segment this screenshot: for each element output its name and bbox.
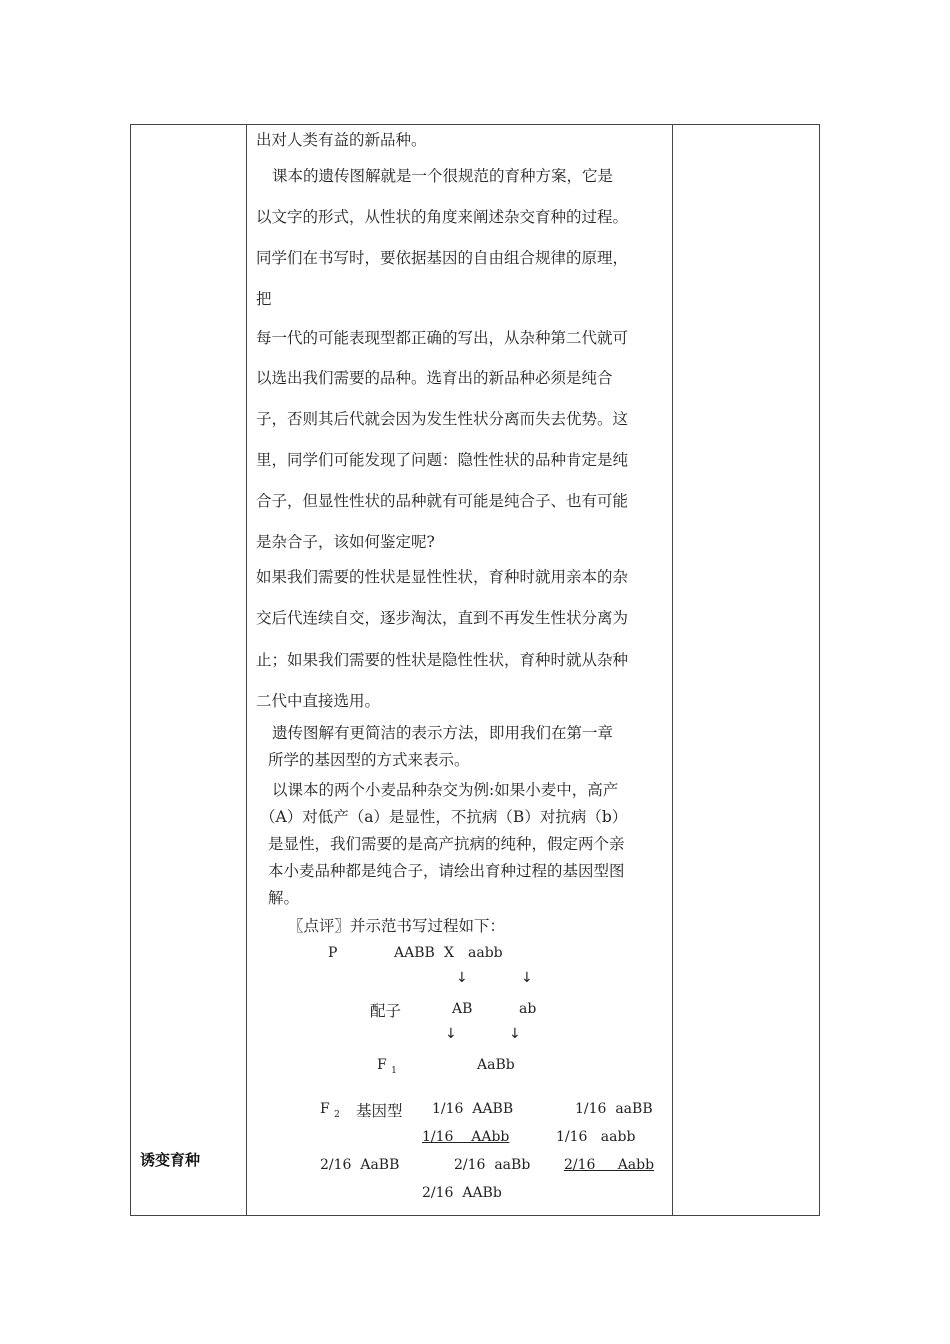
document-table xyxy=(130,124,820,1216)
paragraph-line: 以课本的两个小麦品种杂交为例:如果小麦中，高产 xyxy=(272,781,619,799)
f1-genotype: AaBb xyxy=(477,1057,515,1073)
side-label: 诱变育种 xyxy=(140,1151,201,1169)
paragraph-line: 是杂合子，该如何鉴定呢? xyxy=(256,533,435,551)
paragraph-line: 合子，但显性性状的品种就有可能是纯合子、也有可能 xyxy=(256,492,629,510)
paragraph-line: 同学们在书写时，要依据基因的自由组合规律的原理， xyxy=(256,249,629,267)
genotype-ratio: 1/16 aaBB xyxy=(575,1101,653,1117)
paragraph-line: 每一代的可能表现型都正确的写出，从杂种第二代就可 xyxy=(256,329,629,347)
down-arrow-icon: ↓ xyxy=(445,1026,457,1042)
paragraph-line: 遗传图解有更简洁的表示方法，即用我们在第一章 xyxy=(272,724,614,742)
genotype-ratio: 2/16 Aabb xyxy=(564,1157,655,1173)
genotype-ratio: 2/16 aaBb xyxy=(454,1157,531,1173)
down-arrow-icon: ↓ xyxy=(521,970,533,986)
parent1-genotype: AABB xyxy=(394,945,435,961)
paragraph-line: 以文字的形式，从性状的角度来阐述杂交育种的过程。 xyxy=(256,208,629,226)
paragraph-line: 本小麦品种都是纯合子，请绘出育种过程的基因型图 xyxy=(268,862,625,880)
f2-label: F $_2$ xyxy=(320,1101,340,1120)
paragraph-line: （A）对低产（a）是显性，不抗病（B）对抗病（b） xyxy=(260,808,628,826)
genotype-ratio: 1/16 aabb xyxy=(556,1129,636,1145)
paragraph-line: 子，否则其后代就会因为发生性状分离而失去优势。这 xyxy=(256,410,629,428)
cross-symbol: X xyxy=(444,945,454,961)
genotype-ratio: 1/16 AAbb xyxy=(422,1129,510,1145)
paragraph-line: 〖点评〗并示范书写过程如下： xyxy=(288,917,506,935)
column-divider-left xyxy=(246,125,247,1215)
paragraph-line: 课本的遗传图解就是一个很规范的育种方案，它是 xyxy=(272,167,614,185)
paragraph-line: 是显性，我们需要的是高产抗病的纯种，假定两个亲 xyxy=(268,835,625,853)
paragraph-line: 二代中直接选用。 xyxy=(256,692,381,710)
parent2-genotype: aabb xyxy=(468,945,503,961)
paragraph-line: 出对人类有益的新品种。 xyxy=(256,131,427,149)
down-arrow-icon: ↓ xyxy=(509,1026,521,1042)
genotype-ratio: 2/16 AaBB xyxy=(320,1157,400,1173)
gamete1: AB xyxy=(452,1001,473,1017)
down-arrow-icon: ↓ xyxy=(456,970,468,986)
paragraph-line: 所学的基因型的方式来表示。 xyxy=(268,751,470,769)
paragraph-line: 止；如果我们需要的性状是隐性性状，育种时就从杂种 xyxy=(256,651,629,669)
column-divider-right xyxy=(672,125,673,1215)
paragraph-line: 交后代连续自交，逐步淘汰，直到不再发生性状分离为 xyxy=(256,609,629,627)
paragraph-line: 以选出我们需要的品种。选育出的新品种必须是纯合 xyxy=(256,369,613,387)
paragraph-line: 解。 xyxy=(268,889,300,907)
paragraph-line: 把 xyxy=(256,290,272,308)
gamete2: ab xyxy=(519,1001,537,1017)
parent-label: P xyxy=(328,945,338,961)
paragraph-line: 里，同学们可能发现了问题：隐性性状的品种肯定是纯 xyxy=(256,451,629,469)
genotype-ratio: 1/16 AABB xyxy=(432,1101,514,1117)
paragraph-line: 如果我们需要的性状是显性性状，育种时就用亲本的杂 xyxy=(256,568,629,586)
f1-label: F $_1$ xyxy=(377,1057,397,1076)
gamete-label: 配子 xyxy=(370,1002,402,1020)
f2-title: 基因型 xyxy=(356,1102,403,1120)
genotype-ratio: 2/16 AABb xyxy=(422,1185,502,1201)
